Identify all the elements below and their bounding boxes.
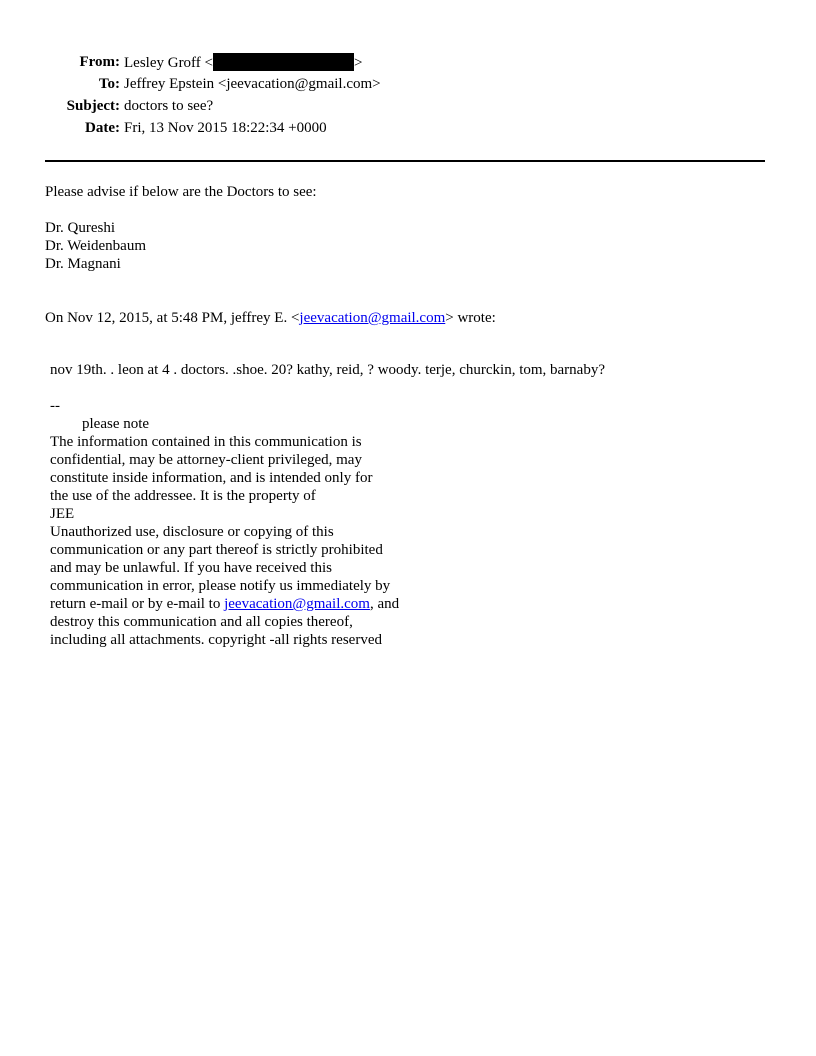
quote-prefix: On Nov 12, 2015, at 5:48 PM, jeffrey E. < — [45, 310, 300, 326]
from-label: From: — [79, 54, 120, 70]
intro-text: Please advise if below are the Doctors to see: — [45, 184, 317, 200]
disclaimer-line: destroy this communication and all copies thereof, — [50, 614, 353, 630]
quote-suffix: > wrote: — [445, 310, 496, 326]
signature-dashes: -- — [50, 398, 60, 414]
disclaimer-line: communication or any part thereof is strictly prohibited — [50, 542, 383, 558]
disclaimer-line: and may be unlawful. If you have received this — [50, 560, 332, 576]
disclaimer-email-link[interactable]: jeevacation@gmail.com — [224, 596, 370, 612]
email-header — [0, 53, 816, 141]
disclaimer-line: Unauthorized use, disclosure or copying of this — [50, 524, 334, 540]
doctor-item: Dr. Qureshi — [45, 220, 115, 236]
disclaimer-line: communication in error, please notify us immediately by — [50, 578, 391, 594]
date-label: Date: — [85, 120, 120, 136]
return-prefix: return e-mail or by e-mail to — [50, 596, 225, 612]
disclaimer-line: the use of the addressee. It is the property of — [50, 488, 316, 504]
disclaimer-line: The information contained in this communication is — [50, 434, 362, 450]
doctor-list — [45, 219, 146, 273]
doctor-item: Dr. Magnani — [45, 256, 121, 272]
quoted-message: nov 19th. . leon at 4 . doctors. .shoe. 20? kathy, reid, ? woody. terje, churckin, tom, barnaby? — [50, 362, 605, 378]
doctor-item: Dr. Weidenbaum — [45, 238, 146, 254]
quote-email-link[interactable]: jeevacation@gmail.com — [299, 310, 446, 326]
subject-row — [0, 97, 816, 119]
subject-value: doctors to see? — [124, 98, 214, 114]
to-label: To: — [98, 76, 120, 92]
date-row — [0, 119, 816, 141]
subject-label: Subject: — [66, 98, 120, 114]
disclaimer-line: constitute inside information, and is intended only for — [50, 470, 373, 486]
to-value: Jeffrey Epstein <jeevacation@gmail.com> — [124, 76, 381, 92]
date-value: Fri, 13 Nov 2015 18:22:34 +0000 — [124, 120, 327, 136]
header-divider — [45, 160, 765, 162]
from-suffix: > — [354, 55, 363, 71]
redaction-bar — [213, 53, 354, 71]
disclaimer-line: confidential, may be attorney-client privileged, may — [50, 452, 362, 468]
from-name: Lesley Groff < — [124, 55, 213, 71]
please-note: please note — [82, 416, 150, 432]
disclaimer-return-line — [50, 595, 399, 613]
quote-attribution — [45, 309, 496, 327]
from-value — [124, 53, 362, 72]
return-suffix: , and — [369, 596, 400, 612]
from-row — [0, 53, 816, 75]
to-row — [0, 75, 816, 97]
disclaimer-line: JEE — [50, 506, 75, 522]
disclaimer-line: including all attachments. copyright -all rights reserved — [50, 632, 382, 648]
disclaimer — [50, 433, 399, 649]
